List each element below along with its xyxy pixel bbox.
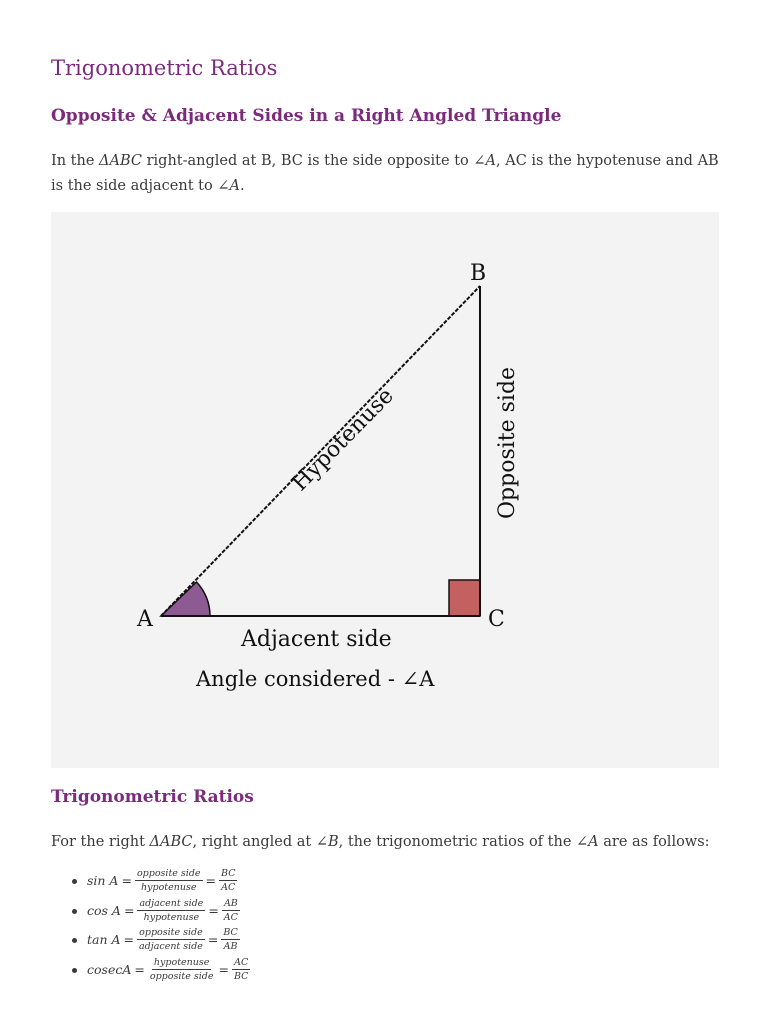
fraction-denominator: hypotenuse bbox=[143, 911, 200, 923]
ratio-name: tan A bbox=[87, 932, 121, 948]
adjacent-side-label: Adjacent side bbox=[241, 627, 392, 652]
ratio-name: cosecA bbox=[87, 961, 132, 977]
fraction-numerator: adjacent side bbox=[139, 897, 204, 909]
intro-text: . bbox=[239, 178, 245, 194]
list-item: tan A = $\frac{\text{opposite side}}{\text{adjacent side}}$ = $\frac{BC}{AB}$ bbox=[51, 925, 250, 955]
page-subtitle: Opposite & Adjacent Sides in a Right Angled Triangle bbox=[51, 106, 562, 126]
lead-text: , right angled at bbox=[192, 834, 316, 850]
vertex-c-label: C bbox=[488, 607, 505, 632]
angle-symbol: ∠A bbox=[576, 834, 599, 850]
figure-caption: Angle considered - ∠A bbox=[196, 667, 435, 691]
triangle-symbol: ΔABC bbox=[99, 153, 142, 169]
fraction-denominator: hypotenuse bbox=[141, 882, 197, 894]
fraction-denominator: opposite side bbox=[149, 970, 214, 982]
intro-text: , AC is the hypotenuse and AB is the side adjacent to bbox=[51, 153, 719, 194]
list-item: cos A = $\frac{\text{adjacent side}}{\text{hypotenuse}}$ = $\frac{AB}{AC}$ bbox=[51, 896, 250, 926]
triangle-symbol: ΔABC bbox=[149, 834, 193, 850]
ratio-fraction bbox=[137, 898, 205, 923]
fraction-denominator: AC bbox=[223, 911, 238, 923]
ratio-name: cos A bbox=[87, 902, 121, 918]
angle-a-marker bbox=[161, 582, 210, 616]
fraction-denominator: adjacent side bbox=[139, 941, 203, 953]
angle-symbol: ∠A bbox=[217, 178, 240, 194]
hypotenuse-label: Hypotenuse bbox=[287, 383, 399, 497]
ratio-fraction bbox=[135, 868, 203, 893]
intro-text: right-angled at B, BC is the side opposite to bbox=[142, 153, 474, 169]
fraction-numerator: BC bbox=[221, 868, 236, 880]
ratio-fraction bbox=[221, 927, 239, 952]
opposite-side-label: Opposite side bbox=[495, 366, 520, 519]
list-item: cosecA = $\frac{\text{hypotenuse}}{\text{opposite side}}$ = $\frac{AC}{BC}$ bbox=[51, 955, 250, 985]
angle-symbol: ∠B bbox=[315, 834, 339, 850]
ratio-fraction bbox=[232, 957, 250, 982]
fraction-numerator: opposite side bbox=[139, 927, 203, 939]
ratio-fraction bbox=[137, 927, 205, 952]
list-item: sin A = $\frac{\text{opposite side}}{\text{hypotenuse}}$ = $\frac{BC}{AC}$ bbox=[51, 866, 250, 896]
lead-text: are as follows: bbox=[598, 834, 710, 850]
triangle-diagram bbox=[51, 212, 719, 768]
ratios-list bbox=[51, 866, 250, 984]
fraction-denominator: BC bbox=[233, 970, 249, 982]
fraction-numerator: hypotenuse bbox=[153, 956, 210, 968]
vertex-b-label: B bbox=[470, 261, 487, 286]
ratio-fraction bbox=[219, 868, 237, 893]
right-angle-marker bbox=[449, 580, 480, 616]
fraction-numerator: AB bbox=[223, 897, 238, 909]
ratio-fraction bbox=[222, 898, 240, 923]
section-heading: Trigonometric Ratios bbox=[51, 787, 254, 807]
fraction-numerator: AC bbox=[234, 956, 249, 968]
fraction-denominator: AC bbox=[221, 882, 236, 894]
fraction-numerator: BC bbox=[223, 927, 238, 939]
lead-text: For the right bbox=[51, 834, 150, 850]
page-title: Trigonometric Ratios bbox=[51, 56, 278, 80]
fraction-numerator: opposite side bbox=[136, 868, 201, 880]
vertex-a-label: A bbox=[137, 607, 153, 632]
triangle-figure bbox=[51, 212, 719, 768]
intro-text: In the bbox=[51, 153, 100, 169]
angle-symbol: ∠A bbox=[473, 153, 496, 169]
fraction-denominator: AB bbox=[223, 941, 238, 953]
ratio-name: sin A bbox=[87, 873, 119, 889]
lead-text: , the trigonometric ratios of the bbox=[338, 834, 577, 850]
intro-paragraph bbox=[51, 149, 721, 199]
ratios-intro bbox=[51, 830, 731, 854]
ratio-fraction bbox=[148, 957, 216, 982]
